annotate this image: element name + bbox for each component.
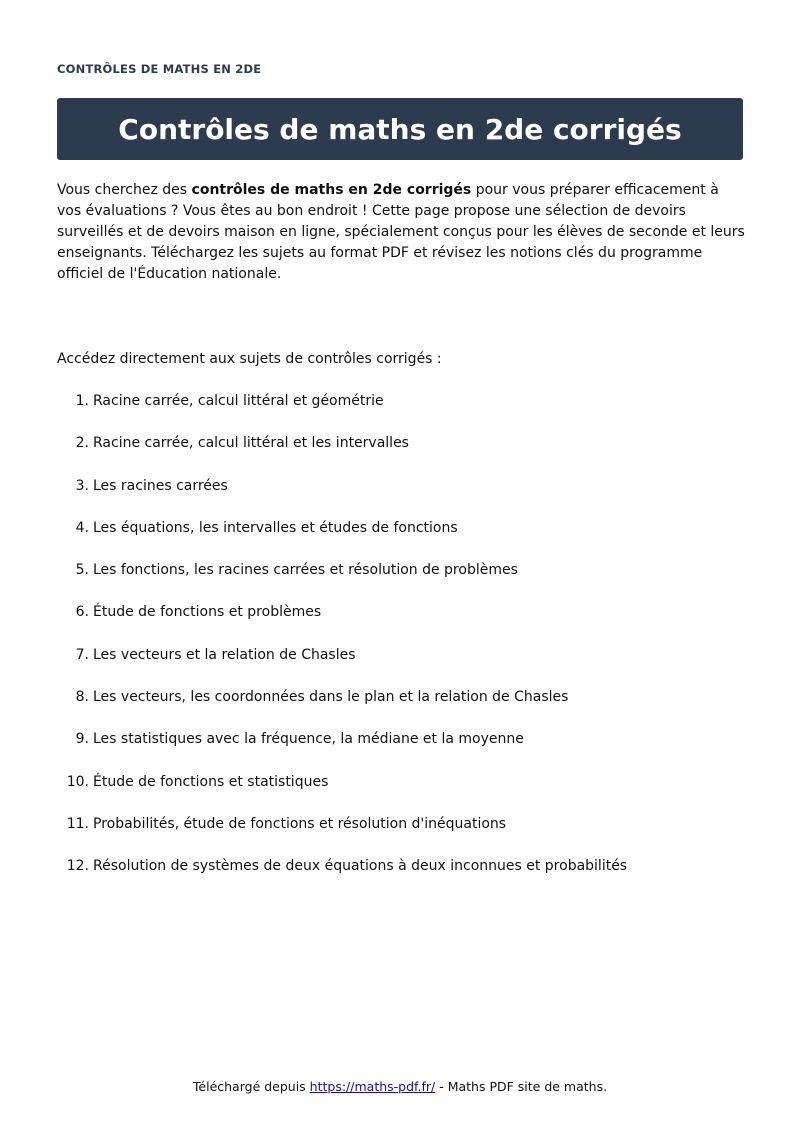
quiz-number: 11. <box>66 815 89 832</box>
quiz-title[interactable]: Probabilités, étude de fonctions et résolution d'inéquations <box>93 815 507 832</box>
quiz-title[interactable]: Les statistiques avec la fréquence, la médiane et la moyenne <box>93 731 524 748</box>
quiz-list-item[interactable] <box>57 772 747 814</box>
quiz-number: 1. <box>75 393 89 409</box>
footer-site-link[interactable]: https://maths-pdf.fr/ <box>309 1079 436 1094</box>
quiz-title[interactable]: Les équations, les intervalles et études de fonctions <box>93 519 458 536</box>
footer-prefix: Téléchargé depuis <box>192 1079 310 1094</box>
quiz-list <box>57 391 747 899</box>
quiz-list-item[interactable] <box>57 602 747 644</box>
quiz-title[interactable]: Racine carrée, calcul littéral et les intervalles <box>93 435 409 452</box>
quiz-number: 8. <box>75 689 89 706</box>
quiz-title[interactable]: Les fonctions, les racines carrées et résolution de problèmes <box>93 562 518 579</box>
quiz-number: 5. <box>75 562 89 579</box>
quiz-number: 4. <box>75 519 89 536</box>
quiz-title[interactable]: Racine carrée, calcul littéral et géométrie <box>93 393 384 409</box>
quiz-number: 6. <box>75 604 89 621</box>
quiz-number: 12. <box>66 858 89 875</box>
footer-suffix: - Maths PDF site de maths. <box>435 1079 608 1094</box>
intro-bold-keyword: contrôles de maths en 2de corrigés <box>191 182 472 198</box>
quiz-list-item[interactable] <box>57 391 747 433</box>
intro-text-start: Vous cherchez des <box>57 182 192 198</box>
quiz-number: 3. <box>75 477 89 494</box>
quiz-title[interactable]: Les vecteurs, les coordonnées dans le plan et la relation de Chasles <box>93 689 569 706</box>
page-eyebrow: CONTRÔLES DE MATHS EN 2DE <box>57 62 262 76</box>
intro-text-end: pour vous préparer efficacement à vos évaluations ? Vous êtes au bon endroit ! Cette page propose une sélection de devoirs surveillés et de devoirs maison en ligne, spécialement conçus pour les élèves de seconde et leurs enseignants. Téléchargez les sujets au format PDF et révisez les notions clés du programme officiel de l'Éducation nationale. <box>57 182 745 282</box>
quiz-list-item[interactable] <box>57 645 747 687</box>
quiz-number: 10. <box>66 773 89 790</box>
quiz-list-item[interactable] <box>57 518 747 560</box>
quiz-list-item[interactable] <box>57 856 747 898</box>
title-banner <box>57 98 743 160</box>
quiz-list-item[interactable] <box>57 476 747 518</box>
quiz-number: 7. <box>75 646 89 663</box>
intro-paragraph <box>57 180 747 285</box>
list-lead-text: Accédez directement aux sujets de contrôles corrigés : <box>57 351 442 367</box>
quiz-list-item[interactable] <box>57 729 747 771</box>
quiz-title[interactable]: Résolution de systèmes de deux équations à deux inconnues et probabilités <box>93 858 628 875</box>
quiz-list-item[interactable] <box>57 814 747 856</box>
page-title: Contrôles de maths en 2de corrigés <box>118 112 682 146</box>
quiz-title[interactable]: Les racines carrées <box>93 477 228 494</box>
quiz-number: 2. <box>75 435 89 452</box>
page-footer <box>0 1079 800 1094</box>
quiz-list-item[interactable] <box>57 433 747 475</box>
quiz-number: 9. <box>75 731 89 748</box>
quiz-list-item[interactable] <box>57 560 747 602</box>
quiz-title[interactable]: Étude de fonctions et statistiques <box>93 773 329 790</box>
quiz-title[interactable]: Les vecteurs et la relation de Chasles <box>93 646 356 663</box>
quiz-title[interactable]: Étude de fonctions et problèmes <box>93 604 322 621</box>
quiz-list-item[interactable] <box>57 687 747 729</box>
